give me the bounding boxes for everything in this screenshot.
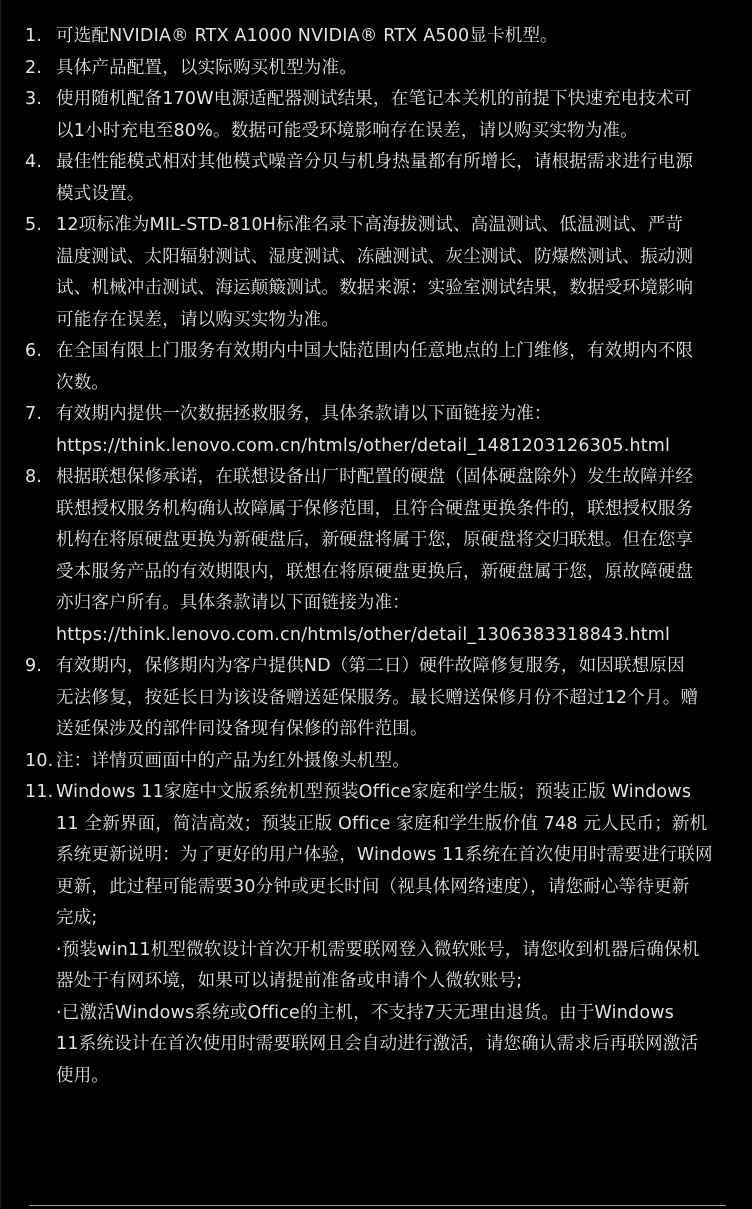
- note-number: 11.: [25, 782, 54, 802]
- note-bullet-line: ·预装win11机型微软设计首次开机需要联网登入微软账号，请您收到机器后确保机: [56, 939, 700, 960]
- note-line: 使用。: [56, 1065, 110, 1086]
- note-number: 8.: [25, 467, 43, 487]
- note-4: [25, 147, 725, 210]
- note-number: 6.: [25, 341, 43, 361]
- note-line: 11 全新界面，简洁高效；预装正版 Office 家庭和学生版价值 748 元人民币；新机: [56, 813, 708, 834]
- note-line: 具体产品配置，以实际购买机型为准。: [56, 57, 357, 78]
- note-number: 2.: [25, 57, 43, 78]
- note-text: [56, 462, 725, 651]
- note-text: [56, 651, 725, 746]
- note-line: 12项标准为MIL-STD-810H标准名录下高海拔测试、高温测试、低温测试、严苛: [56, 215, 684, 235]
- note-6: [25, 336, 725, 399]
- note-text: [56, 777, 725, 1092]
- note-line: 亦归客户所有。具体条款请以下面链接为准：: [56, 593, 410, 613]
- data-rescue-terms-link[interactable]: https://think.lenovo.com.cn/htmls/other/detail_1481203126305.html: [56, 435, 671, 456]
- note-text: [56, 399, 725, 462]
- note-text: [56, 336, 725, 399]
- note-line: 联想授权服务机构确认故障属于保修范围，且符合硬盘更换条件的，联想授权服务: [56, 498, 694, 519]
- note-line: 使用随机配备170W电源适配器测试结果，在笔记本关机的前提下快速充电技术可: [56, 89, 692, 109]
- note-text: [56, 746, 725, 778]
- note-10: [25, 746, 725, 778]
- note-line: 温度测试、太阳辐射测试、湿度测试、冻融测试、灰尘测试、防爆燃测试、振动测: [56, 246, 694, 267]
- note-number: 10.: [25, 750, 54, 771]
- note-3: [25, 84, 725, 147]
- note-line: 更新，此过程可能需要30分钟或更长时间（视具体网络速度），请您耐心等待更新: [56, 876, 690, 897]
- note-2: [25, 53, 725, 85]
- note-line: 次数。: [56, 372, 110, 393]
- note-11: [25, 777, 725, 1092]
- note-line: 根据联想保修承诺，在联想设备出厂时配置的硬盘（固体硬盘除外）发生故障并经: [56, 467, 694, 487]
- note-line: 器处于有网环境，如果可以请提前准备或申请个人微软账号;: [56, 971, 523, 991]
- note-line: 最佳性能模式相对其他模式噪音分贝与机身热量都有所增长，请根据需求进行电源: [56, 152, 694, 172]
- note-line: 机构在将原硬盘更换为新硬盘后，新硬盘将属于您，原硬盘将交归联想。但在您享: [56, 530, 694, 550]
- note-number: 9.: [25, 656, 43, 676]
- note-line: 系统更新说明：为了更好的用户体验，Windows 11系统在首次使用时需要进行联网: [56, 845, 713, 865]
- note-8: [25, 462, 725, 651]
- note-line: 11系统设计在首次使用时需要联网且会自动进行激活，请您确认需求后再联网激活: [56, 1034, 699, 1054]
- note-number: 1.: [25, 26, 43, 46]
- note-text: [56, 147, 725, 210]
- hard-drive-retention-terms-link[interactable]: https://think.lenovo.com.cn/htmls/other/detail_1306383318843.html: [56, 624, 671, 645]
- note-line: 试、机械冲击测试、海运颠簸测试。数据来源：实验室测试结果，数据受环境影响: [56, 278, 694, 298]
- note-text: [56, 210, 725, 336]
- note-line: 以1小时充电至80%。数据可能受环境影响存在误差，请以购买实物为准。: [56, 120, 638, 141]
- note-number: 3.: [25, 89, 43, 109]
- note-line: 完成;: [56, 908, 98, 928]
- note-line: 送延保涉及的部件同设备现有保修的部件范围。: [56, 719, 428, 739]
- note-7: [25, 399, 725, 462]
- note-line: 可选配NVIDIA® RTX A1000 NVIDIA® RTX A500显卡机型。: [56, 26, 558, 46]
- note-number: 5.: [25, 215, 43, 235]
- note-line: 模式设置。: [56, 183, 145, 204]
- note-text: [56, 21, 725, 53]
- note-line: 有效期内，保修期内为客户提供ND（第二日）硬件故障修复服务，如因联想原因: [56, 656, 685, 676]
- note-line: 在全国有限上门服务有效期内中国大陆范围内任意地点的上门维修，有效期内不限: [56, 341, 694, 361]
- note-line: Windows 11家庭中文版系统机型预装Office家庭和学生版；预装正版 Windows: [56, 782, 692, 802]
- footnotes-list: [25, 21, 725, 1092]
- note-1: [25, 21, 725, 53]
- note-number: 7.: [25, 404, 43, 424]
- note-number: 4.: [25, 152, 43, 172]
- note-line: 受本服务产品的有效期限内，联想在将原硬盘更换后，新硬盘属于您，原故障硬盘: [56, 561, 694, 582]
- note-line: 有效期内提供一次数据拯救服务，具体条款请以下面链接为准：: [56, 404, 552, 424]
- note-9: [25, 651, 725, 746]
- note-text: [56, 84, 725, 147]
- note-5: [25, 210, 725, 336]
- note-line: 无法修复，按延长日为该设备赠送延保服务。最长赠送保修月份不超过12个月。赠: [56, 687, 699, 708]
- note-line: 注：详情页画面中的产品为红外摄像头机型。: [56, 750, 410, 771]
- note-line: 可能存在误差，请以购买实物为准。: [56, 309, 340, 330]
- bottom-divider: [29, 1205, 726, 1206]
- note-text: [56, 53, 725, 85]
- note-bullet-line: ·已激活Windows系统或Office的主机，不支持7天无理由退货。由于Windows: [56, 1002, 675, 1023]
